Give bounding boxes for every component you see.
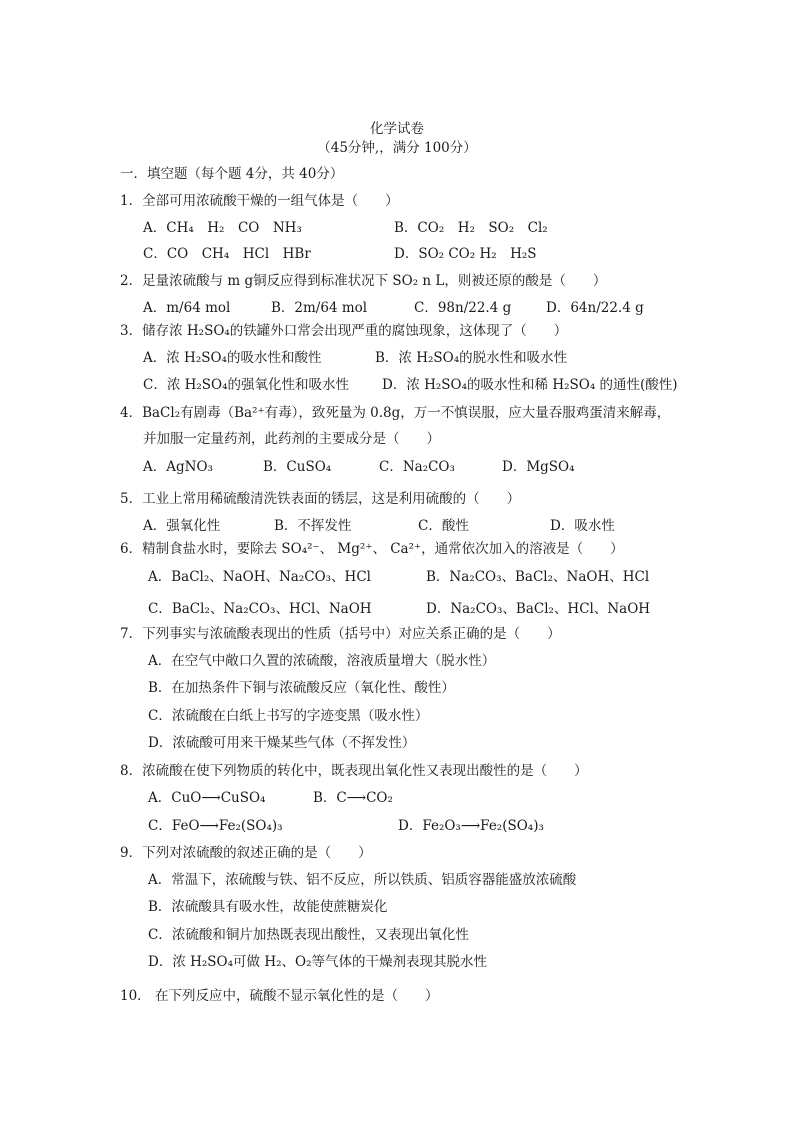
question-8-option-b: B．C⟶CO₂ bbox=[313, 790, 393, 806]
question-2-stem: 2．足量浓硫酸与 m g铜反应得到标准状况下 SO₂ n L，则被还原的酸是（ ） bbox=[120, 273, 607, 289]
question-4-option-d: D．MgSO₄ bbox=[502, 459, 575, 475]
question-4-option-a: A．AgNO₃ bbox=[143, 459, 213, 475]
question-9-option-d: D．浓 H₂SO₄可做 H₂、O₂等气体的干燥剂表现其脱水性 bbox=[148, 954, 487, 970]
question-2-option-a: A．m/64 mol bbox=[143, 300, 231, 316]
question-9-option-a: A．常温下，浓硫酸与铁、铝不反应，所以铁质、铝质容器能盛放浓硫酸 bbox=[148, 872, 577, 888]
question-2-option-c: C．98n/22.4 g bbox=[414, 300, 512, 316]
question-9-option-b: B．浓硫酸具有吸水性，故能使蔗糖炭化 bbox=[148, 899, 388, 915]
question-3-option-c: C．浓 H₂SO₄的强氧化性和吸水性 bbox=[143, 377, 350, 393]
question-3-stem: 3．储存浓 H₂SO₄的铁罐外口常会出现严重的腐蚀现象，这体现了（ ） bbox=[120, 323, 568, 339]
question-5-option-a: A．强氧化性 bbox=[143, 518, 221, 534]
question-5-option-d: D．吸水性 bbox=[550, 518, 615, 534]
question-6-option-a: A．BaCl₂、NaOH、Na₂CO₃、HCl bbox=[148, 569, 371, 585]
question-4-stem-continued: 并加服一定量药剂，此药剂的主要成分是（ ） bbox=[143, 431, 440, 447]
question-4-option-c: C．Na₂CO₃ bbox=[379, 459, 455, 475]
question-7-option-d: D．浓硫酸可用来干燥某些气体（不挥发性） bbox=[148, 735, 416, 751]
question-6-stem: 6．精制食盐水时，要除去 SO₄²⁻、 Mg²⁺、 Ca²⁺，通常依次加入的溶液是（ ） bbox=[120, 541, 624, 557]
question-1-stem: 1．全部可用浓硫酸干燥的一组气体是（ ） bbox=[120, 193, 399, 209]
question-1-option-d: D．SO₂ CO₂ H₂ H₂S bbox=[394, 246, 537, 262]
question-8-option-d: D．Fe₂O₃⟶Fe₂(SO₄)₃ bbox=[398, 818, 544, 834]
question-5-stem: 5．工业上常用稀硫酸清洗铁表面的锈层，这是利用硫酸的（ ） bbox=[120, 491, 521, 507]
question-7-option-c: C．浓硫酸在白纸上书写的字迹变黑（吸水性） bbox=[148, 708, 429, 724]
question-9-stem: 9．下列对浓硫酸的叙述正确的是（ ） bbox=[120, 845, 372, 861]
section-heading: 一．填空题（每个题 4分，共 40分） bbox=[120, 166, 344, 182]
question-10-stem: 10． 在下列反应中，硫酸不显示氧化性的是（ ） bbox=[120, 988, 439, 1004]
question-7-option-a: A．在空气中敞口久置的浓硫酸，溶液质量增大（脱水性） bbox=[148, 653, 496, 669]
question-3-option-d: D．浓 H₂SO₄的吸水性和稀 H₂SO₄ 的通性(酸性) bbox=[382, 377, 678, 393]
question-3-option-a: A．浓 H₂SO₄的吸水性和酸性 bbox=[143, 350, 322, 366]
question-8-option-a: A．CuO⟶CuSO₄ bbox=[148, 790, 266, 806]
question-5-option-b: B．不挥发性 bbox=[274, 518, 352, 534]
question-8-option-c: C．FeO⟶Fe₂(SO₄)₃ bbox=[148, 818, 283, 834]
question-7-option-b: B．在加热条件下铜与浓硫酸反应（氧化性、酸性） bbox=[148, 680, 455, 696]
question-1-option-c: C．CO CH₄ HCl HBr bbox=[143, 246, 311, 262]
question-1-option-b: B．CO₂ H₂ SO₂ Cl₂ bbox=[394, 220, 548, 236]
page-subtitle: （45分钟,，满分 100分） bbox=[317, 140, 477, 156]
question-5-option-c: C．酸性 bbox=[418, 518, 469, 534]
question-6-option-c: C．BaCl₂、Na₂CO₃、HCl、NaOH bbox=[148, 601, 372, 617]
question-3-option-b: B．浓 H₂SO₄的脱水性和吸水性 bbox=[375, 350, 568, 366]
question-2-option-d: D．64n/22.4 g bbox=[546, 300, 644, 316]
question-4-stem: 4．BaCl₂有剧毒（Ba²⁺有毒），致死量为 0.8g，万一不慎误服，应大量吞服鸡蛋清来解毒， bbox=[120, 405, 671, 421]
question-8-stem: 8．浓硫酸在使下列物质的转化中，既表现出氧化性又表现出酸性的是（ ） bbox=[120, 763, 588, 779]
question-1-option-a: A．CH₄ H₂ CO NH₃ bbox=[143, 220, 302, 236]
question-7-stem: 7．下列事实与浓硫酸表现出的性质（括号中）对应关系正确的是（ ） bbox=[120, 626, 561, 642]
page-title: 化学试卷 bbox=[370, 121, 424, 137]
question-2-option-b: B．2m/64 mol bbox=[271, 300, 368, 316]
question-4-option-b: B．CuSO₄ bbox=[263, 459, 332, 475]
question-6-option-b: B．Na₂CO₃、BaCl₂、NaOH、HCl bbox=[426, 569, 650, 585]
question-9-option-c: C．浓硫酸和铜片加热既表现出酸性，又表现出氧化性 bbox=[148, 927, 469, 943]
question-6-option-d: D．Na₂CO₃、BaCl₂、HCl、NaOH bbox=[426, 601, 651, 617]
